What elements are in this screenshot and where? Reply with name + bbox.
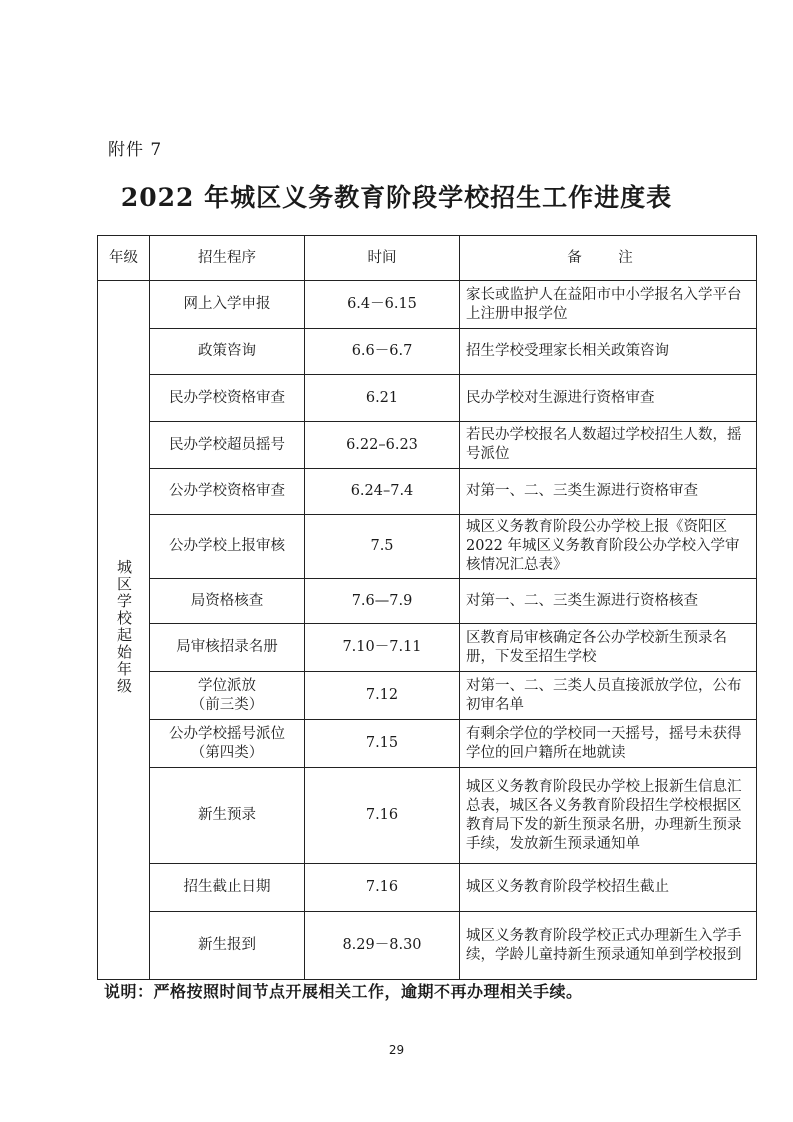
remarks-cell: 城区义务教育阶段公办学校上报《资阳区 2022 年城区义务教育阶段公办学校入学审核情况汇总表》 [460,515,757,579]
header-remarks: 备 注 [460,236,757,281]
grade-cell: 城区学校起始年级 [98,281,150,980]
remarks-cell: 对第一、二、三类人员直接派放学位，公布初审名单 [460,672,757,720]
procedure-cell: 公办学校资格审查 [150,469,305,515]
procedure-cell: 局资格核查 [150,579,305,624]
procedure-cell: 公办学校摇号派位 （第四类） [150,720,305,768]
remarks-cell: 对第一、二、三类生源进行资格核查 [460,579,757,624]
time-cell: 6.6－6.7 [305,329,460,375]
remarks-cell: 招生学校受理家长相关政策咨询 [460,329,757,375]
procedure-cell: 学位派放 （前三类） [150,672,305,720]
footnote: 说明：严格按照时间节点开展相关工作，逾期不再办理相关手续。 [104,982,583,1001]
schedule-table [97,235,757,980]
page-number: 29 [388,1043,405,1057]
time-cell: 7.16 [305,864,460,912]
time-cell: 7.12 [305,672,460,720]
table-header-row [98,236,757,281]
table-row [98,329,757,375]
table-row [98,768,757,864]
table-row [98,672,757,720]
remarks-cell: 城区义务教育阶段学校招生截止 [460,864,757,912]
procedure-cell: 新生预录 [150,768,305,864]
procedure-cell: 招生截止日期 [150,864,305,912]
time-cell: 8.29－8.30 [305,912,460,980]
table-row [98,720,757,768]
remarks-cell: 民办学校对生源进行资格审查 [460,375,757,422]
time-cell: 7.5 [305,515,460,579]
remarks-cell: 城区义务教育阶段民办学校上报新生信息汇总表，城区各义务教育阶段招生学校根据区教育局下发的新生预录名册，办理新生预录手续，发放新生预录通知单 [460,768,757,864]
document-title: 2022 年城区义务教育阶段学校招生工作进度表 [120,183,673,212]
time-cell: 6.22–6.23 [305,422,460,469]
procedure-cell: 民办学校资格审查 [150,375,305,422]
attachment-label: 附件 7 [108,140,163,160]
procedure-cell: 民办学校超员摇号 [150,422,305,469]
remarks-cell: 若民办学校报名人数超过学校招生人数，摇号派位 [460,422,757,469]
time-cell: 6.4－6.15 [305,281,460,329]
header-time: 时间 [305,236,460,281]
table-row [98,912,757,980]
time-cell: 7.15 [305,720,460,768]
procedure-cell: 公办学校上报审核 [150,515,305,579]
header-procedure: 招生程序 [150,236,305,281]
time-cell: 7.10－7.11 [305,624,460,672]
header-grade: 年级 [98,236,150,281]
table-row [98,624,757,672]
table-row [98,579,757,624]
procedure-cell: 网上入学申报 [150,281,305,329]
table-row [98,281,757,329]
table-row [98,515,757,579]
procedure-cell: 政策咨询 [150,329,305,375]
time-cell: 6.24–7.4 [305,469,460,515]
remarks-cell: 城区义务教育阶段学校正式办理新生入学手续，学龄儿童持新生预录通知单到学校报到 [460,912,757,980]
time-cell: 7.16 [305,768,460,864]
table-row [98,422,757,469]
remarks-cell: 家长或监护人在益阳市中小学报名入学平台上注册申报学位 [460,281,757,329]
procedure-cell: 新生报到 [150,912,305,980]
remarks-cell: 有剩余学位的学校同一天摇号，摇号未获得学位的回户籍所在地就读 [460,720,757,768]
procedure-cell: 局审核招录名册 [150,624,305,672]
time-cell: 6.21 [305,375,460,422]
remarks-cell: 对第一、二、三类生源进行资格审查 [460,469,757,515]
time-cell: 7.6—7.9 [305,579,460,624]
remarks-cell: 区教育局审核确定各公办学校新生预录名册，下发至招生学校 [460,624,757,672]
table-row [98,469,757,515]
table-row [98,375,757,422]
table-row [98,864,757,912]
